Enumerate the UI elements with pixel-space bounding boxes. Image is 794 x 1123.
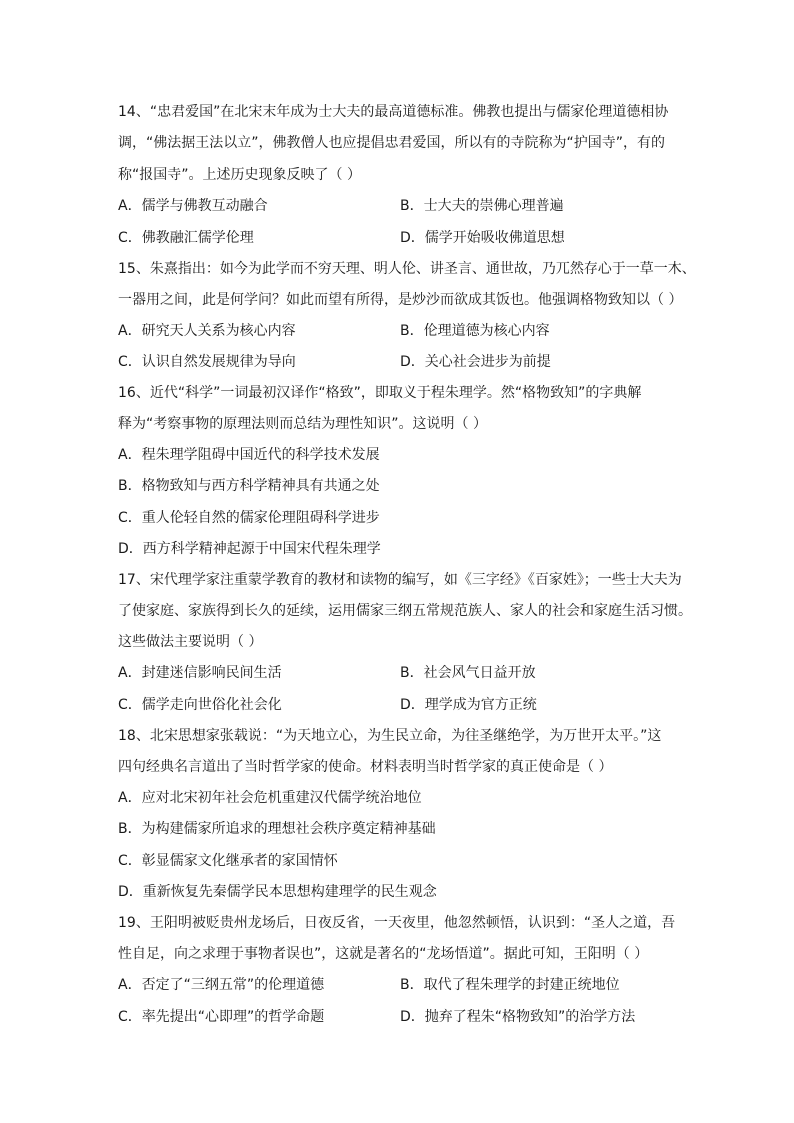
q14-option-d: D．儒学开始吸收佛道思想 — [400, 230, 565, 246]
q14-option-c: C．佛教融汇儒学伦理 — [118, 230, 254, 246]
q19-option-b: B．取代了程朱理学的封建正统地位 — [400, 977, 620, 993]
q16-option-d: D．西方科学精神起源于中国宋代程朱理学 — [118, 541, 381, 557]
q17-option-c: C．儒学走向世俗化社会化 — [118, 697, 282, 713]
q18-option-b: B．为构建儒家所追求的理想社会秩序奠定精神基础 — [118, 821, 436, 837]
q14-option-b: B．士大夫的崇佛心理普遍 — [400, 198, 564, 214]
q19-option-c: C．率先提出“心即理”的哲学命题 — [118, 1009, 325, 1025]
q17-option-b: B．社会风气日益开放 — [400, 665, 536, 681]
q18-option-a: A．应对北宋初年社会危机重建汉代儒学统治地位 — [118, 790, 422, 806]
q16-option-a: A．程朱理学阻碍中国近代的科学技术发展 — [118, 447, 380, 463]
q16-option-b: B．格物致知与西方科学精神具有共通之处 — [118, 478, 380, 494]
q15-option-b: B．伦理道德为核心内容 — [400, 323, 550, 339]
q19-option-a: A．否定了“三纲五常”的伦理道德 — [118, 977, 325, 993]
q17-stem-line-2: 了使家庭、家族得到长久的延续，运用儒家三纲五常规范族人、家人的社会和家庭生活习惯。 — [118, 603, 692, 619]
q17-option-a: A．封建迷信影响民间生活 — [118, 665, 282, 681]
q17-option-d: D．理学成为官方正统 — [400, 697, 537, 713]
q15-stem-line-1: 15、朱熹指出：如今为此学而不穷天理、明人伦、讲圣言、通世故，乃兀然存心于一草一木、 — [118, 261, 696, 277]
q14-stem-line-2: 调，“佛法据王法以立”，佛教僧人也应提倡忠君爱国，所以有的寺院称为“护国寺”，有的 — [118, 135, 666, 151]
q18-option-c: C．彰显儒家文化继承者的家国情怀 — [118, 853, 338, 869]
q15-option-a: A．研究天人关系为核心内容 — [118, 323, 296, 339]
q14-stem-line-3: 称“报国寺”。上述历史现象反映了（ ） — [118, 167, 361, 183]
q14-option-a: A．儒学与佛教互动融合 — [118, 198, 268, 214]
q19-stem-line-1: 19、王阳明被贬贵州龙场后，日夜反省，一天夜里，他忽然顿悟，认识到：“圣人之道，吾 — [118, 915, 676, 931]
q19-option-d: D．抛弃了程朱“格物致知”的治学方法 — [400, 1009, 636, 1025]
q15-option-d: D．关心社会进步为前提 — [400, 354, 551, 370]
q19-stem-line-2: 性自足，向之求理于事物者误也”，这就是著名的“龙场悟道”。据此可知，王阳明（ ） — [118, 946, 649, 962]
q17-stem-line-3: 这些做法主要说明（ ） — [118, 634, 263, 650]
q18-stem-line-2: 四句经典名言道出了当时哲学家的使命。材料表明当时哲学家的真正使命是（ ） — [118, 759, 613, 775]
q16-option-c: C．重人伦轻自然的儒家伦理阻碍科学进步 — [118, 510, 380, 526]
q15-stem-line-2: 一器用之间，此是何学问？如此而望有所得，是炒沙而欲成其饭也。他强调格物致知以（ ） — [118, 292, 683, 308]
q18-stem-line-1: 18、北宋思想家张载说：“为天地立心，为生民立命，为往圣继绝学，为万世开太平。”这 — [118, 728, 662, 744]
q17-stem-line-1: 17、宋代理学家注重蒙学教育的教材和读物的编写，如《三字经》《百家姓》；一些士大夫为 — [118, 572, 682, 588]
q16-stem-line-2: 释为“考察事物的原理法则而总结为理性知识”。这说明（ ） — [118, 416, 487, 432]
q16-stem-line-1: 16、近代“科学”一词最初汉译作“格致”，即取义于程朱理学。然“格物致知”的字典解 — [118, 385, 642, 401]
q15-option-c: C．认识自然发展规律为导向 — [118, 354, 296, 370]
q18-option-d: D．重新恢复先秦儒学民本思想构建理学的民生观念 — [118, 884, 437, 900]
q14-stem-line-1: 14、“忠君爱国”在北宋末年成为士大夫的最高道德标准。佛教也提出与儒家伦理道德相协 — [118, 104, 669, 120]
